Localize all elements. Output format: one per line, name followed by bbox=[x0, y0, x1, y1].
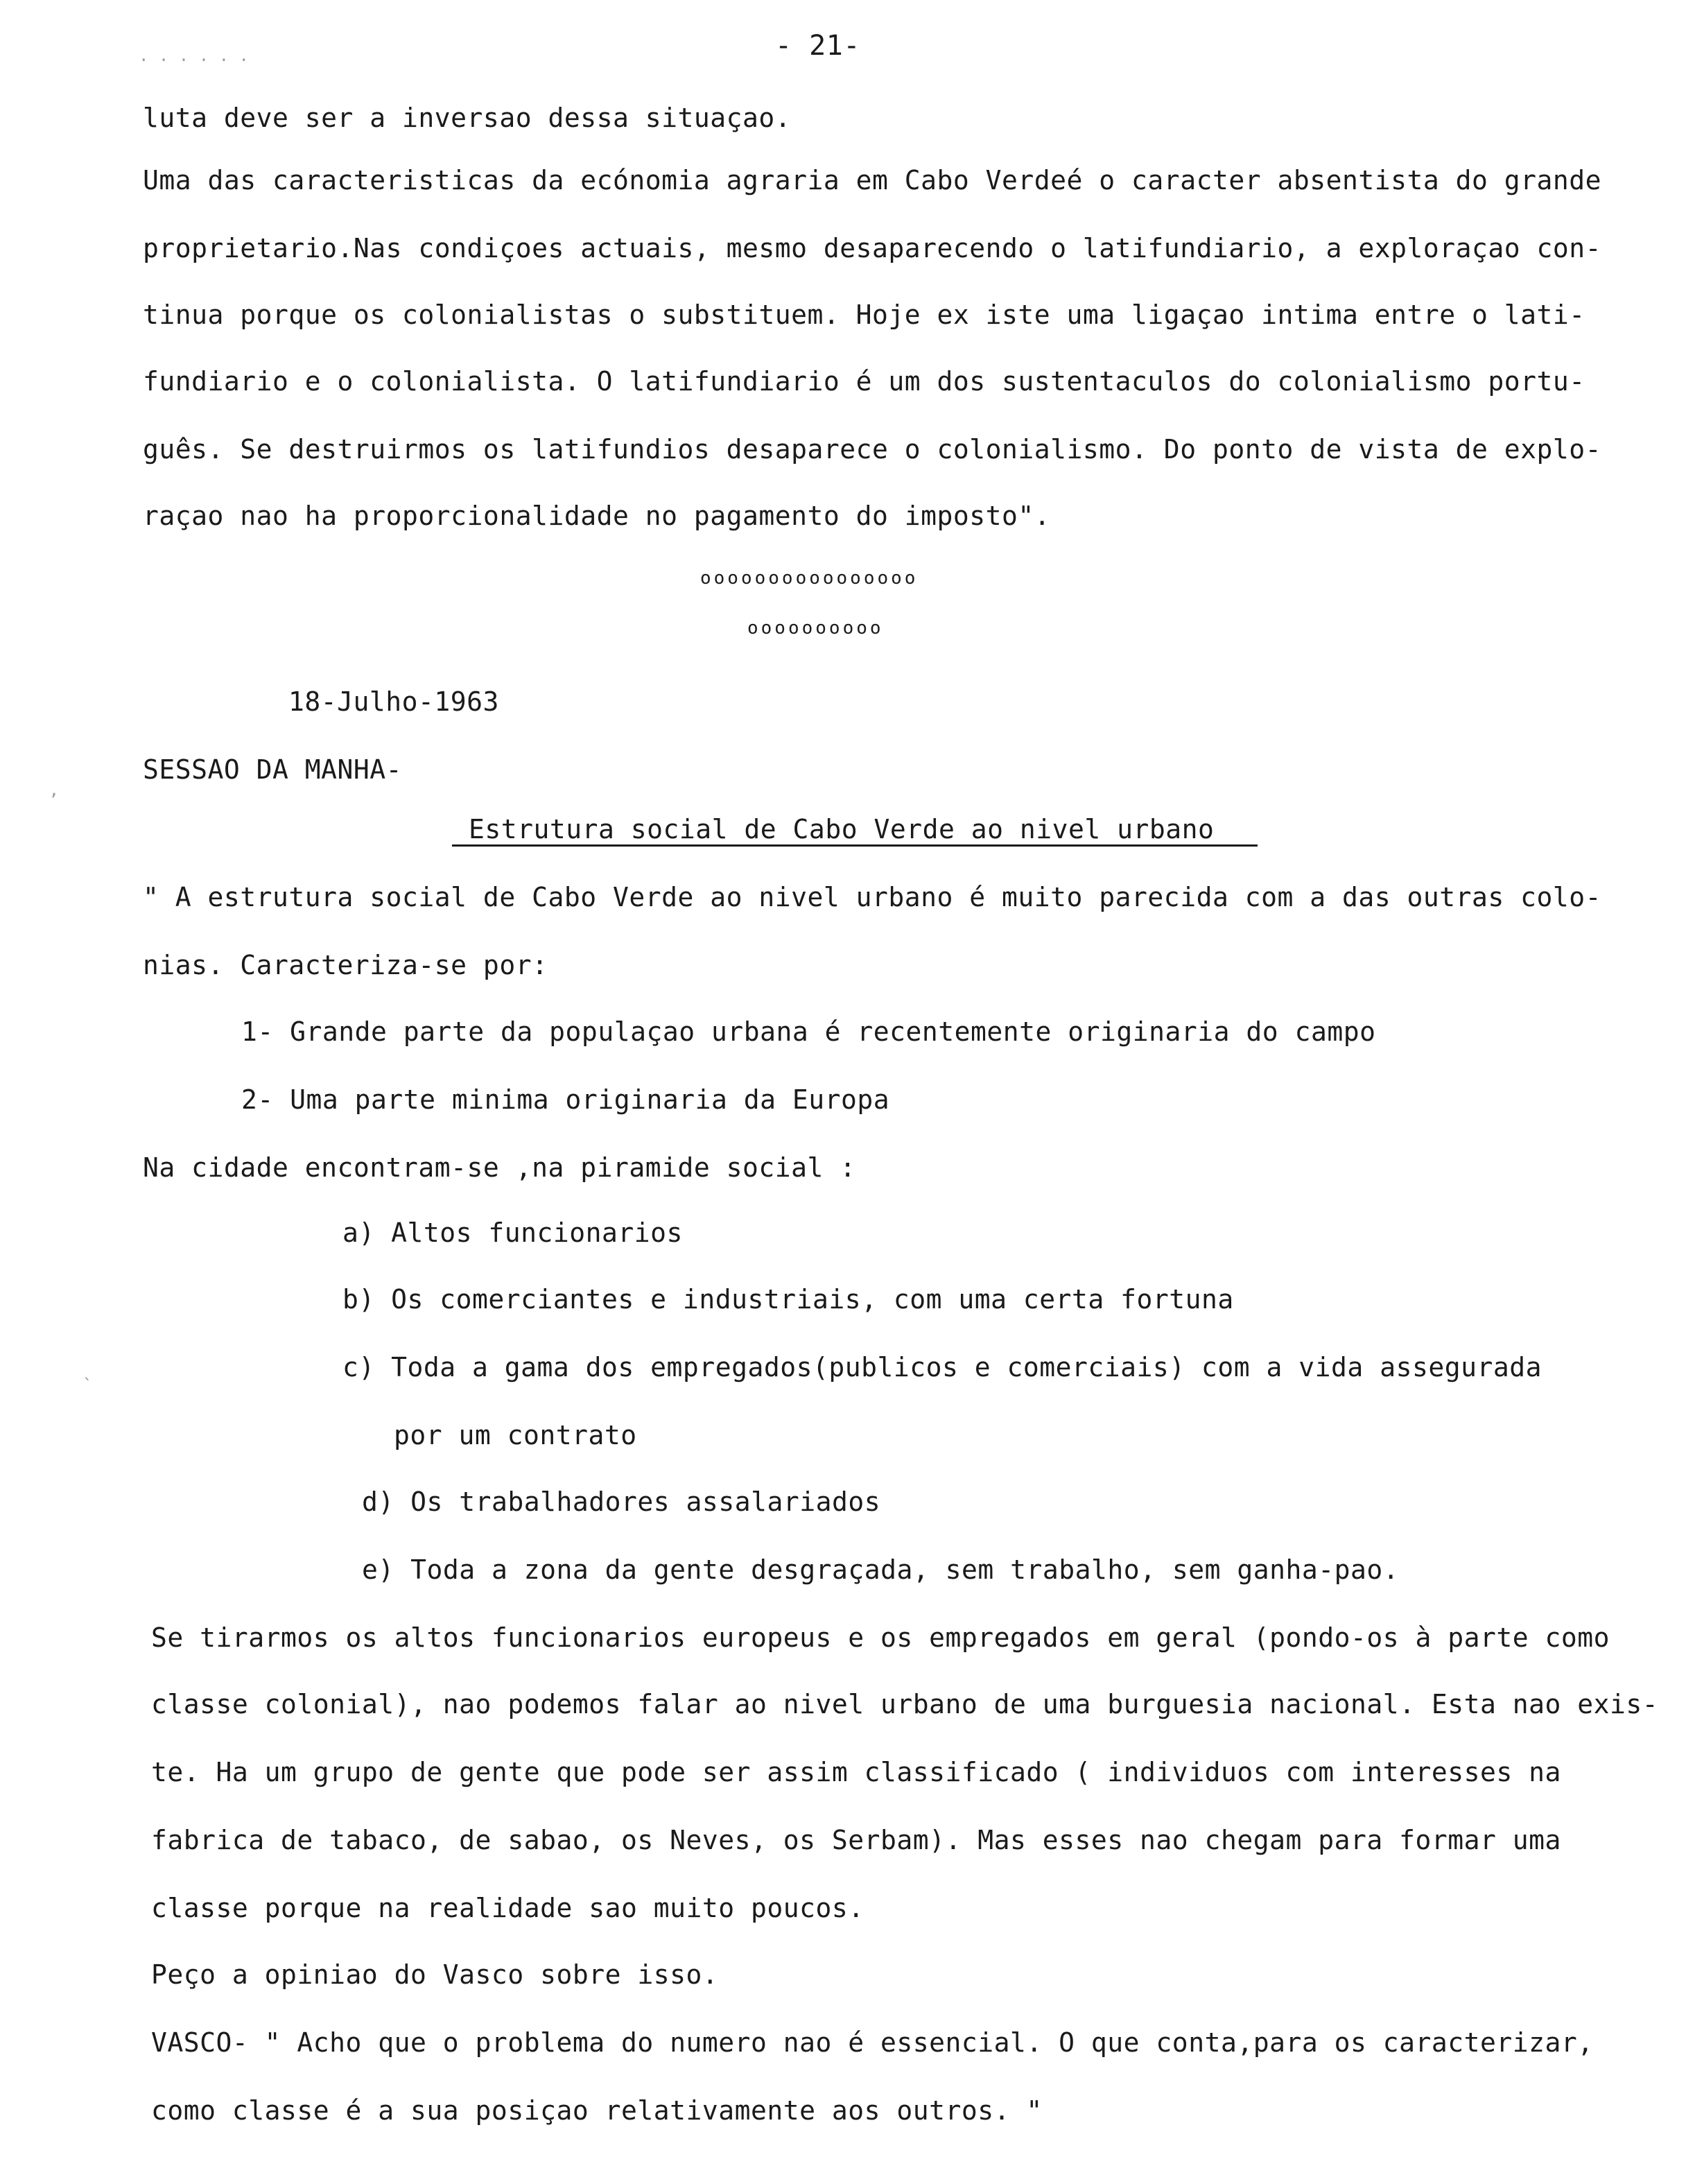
text-line: proprietario.Nas condiçoes actuais, mesmo desaparecendo o latifundiario, a exploraçao con- bbox=[143, 233, 1602, 263]
pyramid-item: c) Toda a gama dos empregados(publicos e comerciais) com a vida assegurada bbox=[342, 1352, 1542, 1383]
text-line: fabrica de tabaco, de sabao, os Neves, os Serbam). Mas esses nao chegam para formar uma bbox=[151, 1825, 1561, 1855]
pyramid-item: b) Os comerciantes e industriais, com uma certa fortuna bbox=[342, 1284, 1234, 1315]
text-line: luta deve ser a inversao dessa situaçao. bbox=[143, 103, 792, 133]
text-line: Se tirarmos os altos funcionarios europeus e os empregados em geral (pondo-os à parte como bbox=[151, 1622, 1610, 1653]
text-line: classe colonial), nao podemos falar ao nivel urbano de uma burguesia nacional. Esta nao exis- bbox=[151, 1689, 1659, 1719]
corner-marks: . . . . . . bbox=[139, 46, 249, 65]
text-line: nias. Caracteriza-se por: bbox=[143, 950, 548, 980]
session-date: 18-Julho-1963 bbox=[288, 686, 499, 717]
pyramid-item: d) Os trabalhadores assalariados bbox=[362, 1487, 881, 1517]
heading-underline bbox=[452, 844, 1258, 847]
scan-mark: ʼ bbox=[49, 790, 59, 810]
page-number: - 21- bbox=[775, 30, 860, 62]
pyramid-item-continuation: por um contrato bbox=[394, 1420, 637, 1450]
pyramid-item: e) Toda a zona da gente desgraçada, sem trabalho, sem ganha-pao. bbox=[362, 1554, 1400, 1585]
separator-dots: oooooooooo bbox=[747, 618, 884, 639]
text-line: Uma das caracteristicas da ecónomia agraria em Cabo Verdeé o caracter absentista do grande bbox=[143, 165, 1602, 196]
text-line: classe porque na realidade sao muito poucos. bbox=[151, 1893, 864, 1923]
scan-mark: ˎ bbox=[82, 1360, 92, 1380]
numbered-item: 2- Uma parte minima originaria da Europa bbox=[241, 1084, 890, 1115]
numbered-item: 1- Grande parte da populaçao urbana é recentemente originaria do campo bbox=[241, 1016, 1376, 1047]
section-heading: Estrutura social de Cabo Verde ao nivel urbano bbox=[469, 814, 1215, 844]
session-title: SESSAO DA MANHA- bbox=[143, 754, 403, 785]
text-line: raçao nao ha proporcionalidade no pagamento do imposto". bbox=[143, 501, 1051, 531]
text-line: fundiario e o colonialista. O latifundiario é um dos sustentaculos do colonialismo portu- bbox=[143, 366, 1585, 397]
text-line: guês. Se destruirmos os latifundios desaparece o colonialismo. Do ponto de vista de explo- bbox=[143, 434, 1602, 465]
text-line: como classe é a sua posiçao relativamente aos outros. " bbox=[151, 2095, 1043, 2126]
text-line: tinua porque os colonialistas o substituem. Hoje ex iste uma ligaçao intima entre o lati- bbox=[143, 300, 1585, 330]
separator-dots: oooooooooooooooo bbox=[700, 568, 919, 589]
text-line: Peço a opiniao do Vasco sobre isso. bbox=[151, 1959, 719, 1990]
text-line: te. Ha um grupo de gente que pode ser assim classificado ( individuos com interesses na bbox=[151, 1757, 1561, 1787]
text-line: VASCO- " Acho que o problema do numero nao é essencial. O que conta,para os caracterizar, bbox=[151, 2027, 1594, 2058]
pyramid-item: a) Altos funcionarios bbox=[342, 1217, 683, 1248]
text-line: Na cidade encontram-se ,na piramide social : bbox=[143, 1152, 856, 1183]
text-line: " A estrutura social de Cabo Verde ao nivel urbano é muito parecida com a das outras colo- bbox=[143, 882, 1602, 912]
